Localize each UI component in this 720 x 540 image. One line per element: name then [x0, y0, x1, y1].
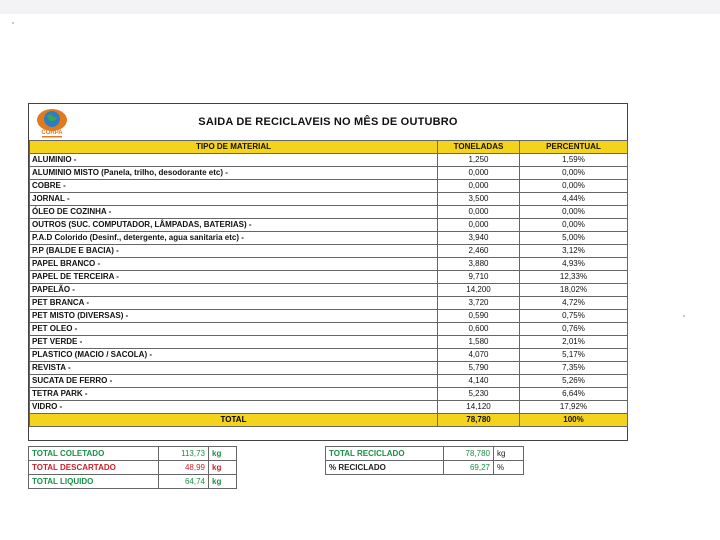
percent-cell: 0,00% — [520, 180, 628, 193]
recycling-summary-table — [325, 446, 524, 475]
percent-cell: 0,75% — [520, 310, 628, 323]
total-row — [30, 414, 628, 427]
material-cell: TETRA PARK - — [30, 388, 438, 401]
material-cell: PAPELÃO - — [30, 284, 438, 297]
tons-cell: 3,880 — [438, 258, 520, 271]
logo-text: CORPA — [41, 130, 63, 136]
percent-cell: 5,00% — [520, 232, 628, 245]
total-label: TOTAL — [30, 414, 438, 427]
collected-value: 113,73 — [159, 447, 209, 461]
percent-recycled-unit: % — [494, 461, 524, 475]
material-cell: PAPEL DE TERCEIRA - — [30, 271, 438, 284]
tons-cell: 1,250 — [438, 154, 520, 167]
table-row — [30, 349, 628, 362]
table-row — [30, 180, 628, 193]
materials-body — [30, 154, 628, 414]
percent-cell: 0,00% — [520, 167, 628, 180]
percent-recycled-label: % RECICLADO — [326, 461, 444, 475]
percent-cell: 1,59% — [520, 154, 628, 167]
recyclables-report — [28, 103, 628, 441]
table-row — [30, 258, 628, 271]
tons-cell: 3,940 — [438, 232, 520, 245]
table-row — [30, 232, 628, 245]
discarded-unit: kg — [209, 461, 237, 475]
table-row — [30, 206, 628, 219]
summary-row-percent-recycled — [326, 461, 524, 475]
tons-cell: 14,120 — [438, 401, 520, 414]
tons-cell: 3,500 — [438, 193, 520, 206]
total-tons: 78,780 — [438, 414, 520, 427]
tons-cell: 14,200 — [438, 284, 520, 297]
material-cell: ALUMINIO MISTO (Panela, trilho, desodorante etc) - — [30, 167, 438, 180]
table-row — [30, 401, 628, 414]
tons-cell: 3,720 — [438, 297, 520, 310]
recycled-unit: kg — [494, 447, 524, 461]
table-row — [30, 375, 628, 388]
material-cell: PET BRANCA - — [30, 297, 438, 310]
material-cell: PAPEL BRANCO - — [30, 258, 438, 271]
tons-cell: 4,140 — [438, 375, 520, 388]
material-cell: ALUMINIO - — [30, 154, 438, 167]
tons-cell: 1,580 — [438, 336, 520, 349]
percent-cell: 2,01% — [520, 336, 628, 349]
summary-row-recycled — [326, 447, 524, 461]
percent-cell: 5,17% — [520, 349, 628, 362]
table-row — [30, 284, 628, 297]
table-row — [30, 154, 628, 167]
total-percent: 100% — [520, 414, 628, 427]
collection-summary-table — [28, 446, 237, 489]
percent-cell: 4,44% — [520, 193, 628, 206]
tons-cell: 0,600 — [438, 323, 520, 336]
col-header-material: TIPO DE MATERIAL — [30, 141, 438, 154]
material-cell: PLASTICO (MACIO / SACOLA) - — [30, 349, 438, 362]
table-row — [30, 336, 628, 349]
summary-row-net — [29, 475, 237, 489]
table-row — [30, 388, 628, 401]
summary-row-discarded — [29, 461, 237, 475]
material-cell: ÓLEO DE COZINHA - — [30, 206, 438, 219]
report-header — [29, 104, 627, 141]
table-row — [30, 297, 628, 310]
tons-cell: 0,000 — [438, 167, 520, 180]
percent-cell: 0,76% — [520, 323, 628, 336]
percent-cell: 0,00% — [520, 206, 628, 219]
col-header-tons: TONELADAS — [438, 141, 520, 154]
table-row — [30, 193, 628, 206]
percent-cell: 4,72% — [520, 297, 628, 310]
table-row — [30, 245, 628, 258]
percent-cell: 6,64% — [520, 388, 628, 401]
percent-recycled-value: 69,27 — [444, 461, 494, 475]
tons-cell: 0,590 — [438, 310, 520, 323]
percent-cell: 4,93% — [520, 258, 628, 271]
materials-table — [29, 140, 628, 427]
collected-unit: kg — [209, 447, 237, 461]
net-unit: kg — [209, 475, 237, 489]
percent-cell: 17,92% — [520, 401, 628, 414]
material-cell: COBRE - — [30, 180, 438, 193]
tons-cell: 5,230 — [438, 388, 520, 401]
tons-cell: 4,070 — [438, 349, 520, 362]
percent-cell: 7,35% — [520, 362, 628, 375]
material-cell: P.P (BALDE E BACIA) - — [30, 245, 438, 258]
percent-cell: 0,00% — [520, 219, 628, 232]
material-cell: PET VERDE - — [30, 336, 438, 349]
table-header-row — [30, 141, 628, 154]
table-row — [30, 219, 628, 232]
percent-cell: 12,33% — [520, 271, 628, 284]
table-row — [30, 167, 628, 180]
table-row — [30, 310, 628, 323]
percent-cell: 18,02% — [520, 284, 628, 297]
collected-label: TOTAL COLETADO — [29, 447, 159, 461]
table-row — [30, 323, 628, 336]
net-label: TOTAL LIQUIDO — [29, 475, 159, 489]
report-title: SAIDA DE RECICLAVEIS NO MÊS DE OUTUBRO — [198, 116, 458, 128]
discarded-value: 48,99 — [159, 461, 209, 475]
tons-cell: 0,000 — [438, 219, 520, 232]
tons-cell: 0,000 — [438, 180, 520, 193]
material-cell: VIDRO - — [30, 401, 438, 414]
table-row — [30, 271, 628, 284]
tons-cell: 9,710 — [438, 271, 520, 284]
percent-cell: 5,26% — [520, 375, 628, 388]
material-cell: REVISTA - — [30, 362, 438, 375]
tons-cell: 5,790 — [438, 362, 520, 375]
tons-cell: 2,460 — [438, 245, 520, 258]
col-header-percent: PERCENTUAL — [520, 141, 628, 154]
tons-cell: 0,000 — [438, 206, 520, 219]
recycled-value: 78,780 — [444, 447, 494, 461]
scan-top-edge — [0, 0, 720, 14]
material-cell: SUCATA DE FERRO - — [30, 375, 438, 388]
material-cell: JORNAL - — [30, 193, 438, 206]
discarded-label: TOTAL DESCARTADO — [29, 461, 159, 475]
scan-speck — [12, 22, 14, 24]
summary-row-collected — [29, 447, 237, 461]
material-cell: PET OLEO - — [30, 323, 438, 336]
percent-cell: 3,12% — [520, 245, 628, 258]
material-cell: P.A.D Colorido (Desinf., detergente, agua sanitaria etc) - — [30, 232, 438, 245]
material-cell: PET MISTO (DIVERSAS) - — [30, 310, 438, 323]
table-row — [30, 362, 628, 375]
recycled-label: TOTAL RECICLADO — [326, 447, 444, 461]
net-value: 64,74 — [159, 475, 209, 489]
material-cell: OUTROS (SUC. COMPUTADOR, LÂMPADAS, BATERIAS) - — [30, 219, 438, 232]
scan-speck — [683, 315, 685, 317]
